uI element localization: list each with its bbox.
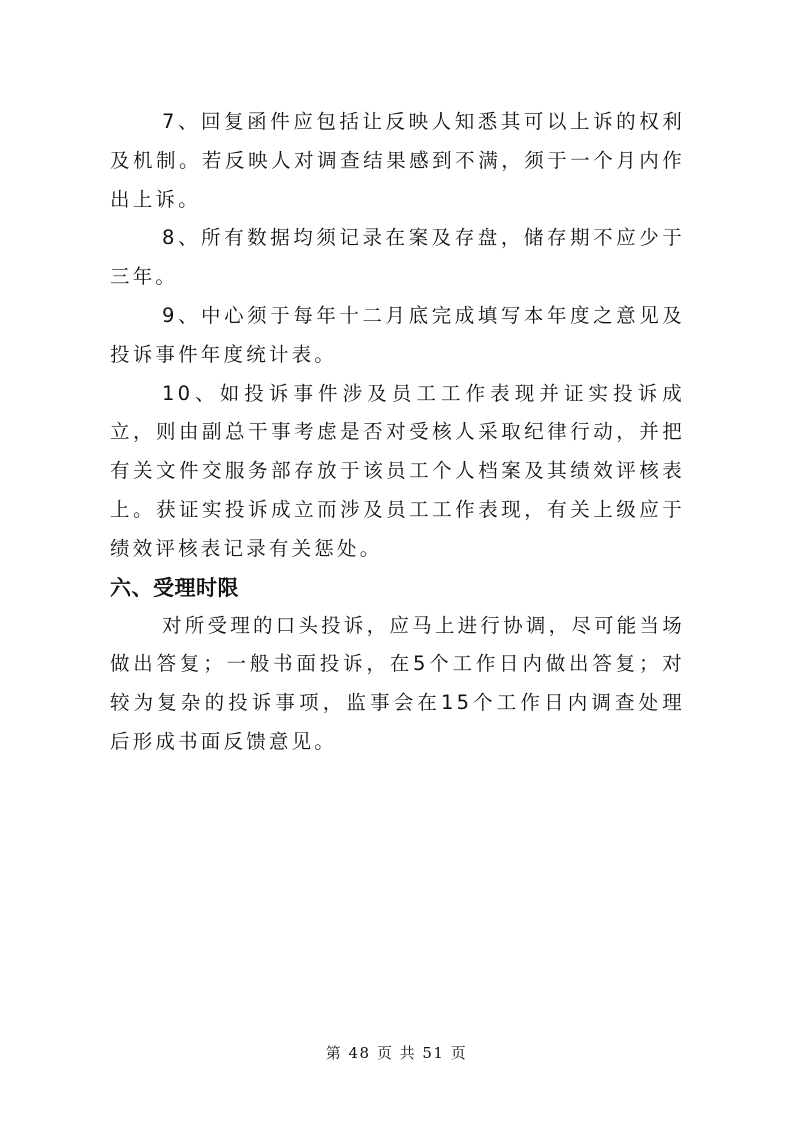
paragraph-item-8: 8、所有数据均须记录在案及存盘，储存期不应少于三年。 <box>110 226 685 289</box>
paragraph-item-10: 10、如投诉事件涉及员工工作表现并证实投诉成立，则由副总干事考虑是否对受核人采取纪律行动，并把有关文件交服务部存放于该员工个人档案及其绩效评核表上。获证实投诉成立而涉及员工工作表现，有关上级应于绩效评核表记录有关惩处。 <box>110 381 685 560</box>
paragraph-item-7: 7、回复函件应包括让反映人知悉其可以上诉的权利及机制。若反映人对调查结果感到不满，须于一个月内作出上诉。 <box>110 110 685 211</box>
section-paragraph: 对所受理的口头投诉，应马上进行协调，尽可能当场做出答复；一般书面投诉，在5个工作日内做出答复；对较为复杂的投诉事项，监事会在15个工作日内调查处理后形成书面反馈意见。 <box>110 613 685 753</box>
paragraph-item-9: 9、中心须于每年十二月底完成填写本年度之意见及投诉事件年度统计表。 <box>110 303 685 366</box>
section-heading-acceptance-time-limit: 六、受理时限 <box>110 575 239 600</box>
document-body <box>110 103 685 762</box>
page-footer: 第 48 页 共 51 页 <box>325 1044 468 1062</box>
